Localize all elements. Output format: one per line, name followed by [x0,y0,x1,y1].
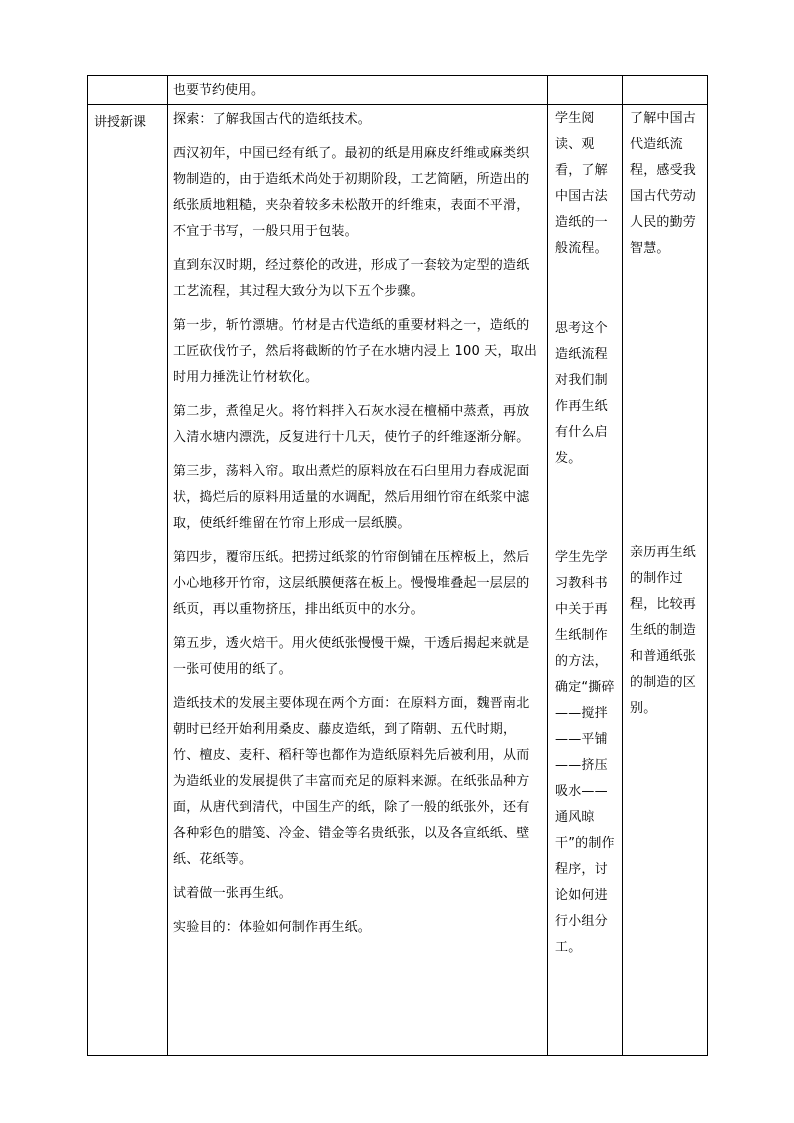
paragraph-step-5: 第五步，透火焙干。用火使纸张慢慢干燥，干透后揭起来就是一张可使用的纸了。 [173,636,530,677]
activity-note-think: 思考这个造纸流程对我们制作再生纸有什么启发。 [555,321,608,466]
intent-note-understand: 了解中国古代造纸流程，感受我国古代劳动人民的勤劳智慧。 [630,111,697,256]
teaching-content [168,105,547,941]
table-row-continuation [88,76,708,105]
paragraph-step-2: 第二步，煮徨足火。将竹料拌入石灰水浸在檀桶中蒸煮，再放入清水塘内漂洗，反复进行十几天，使竹子的纤维逐渐分解。 [173,404,530,445]
paragraph-step-1: 第一步，斩竹漂塘。竹材是古代造纸的重要材料之一，造纸的工匠砍伐竹子，然后将截断的竹子在水塘内浸上 100 天，取出时用力捶洗让竹材软化。 [173,318,538,385]
spacer [555,472,619,545]
paragraph-development: 造纸技术的发展主要体现在两个方面：在原料方面，魏晋南北朝时已经开始利用桑皮、藤皮造纸，到了隋朝、五代时期，竹、檀皮、麦秆、稻秆等也都作为造纸原料先后被利用，从而为造纸业的发展提供了丰富而充足的原料来源。在纸张品种方面，从唐代到清代，中国生产的纸，除了一般的纸张外，还有各种彩色的腊笺、冷金、错金等名贵纸张，以及各宣纸纸、壁纸、花纸等。 [173,696,530,867]
paragraph-explore: 探索：了解我国古代的造纸技术。 [173,112,372,127]
student-activity [548,105,622,961]
paragraph-step-4: 第四步，覆帘压纸。把捞过纸浆的竹帘倒铺在压榨板上，然后小心地移开竹帘，这层纸膜便落在板上。慢慢堆叠起一层层的纸页，再以重物挤压，排出纸页中的水分。 [173,550,530,617]
student-activity-cell [548,105,623,1056]
continuation-text: 也要节约使用。 [173,83,265,98]
paragraph-cai-lun: 直到东汉时期，经过蔡伦的改进，形成了一套较为定型的造纸工艺流程，其过程大致分为以下五个步骤。 [173,258,530,299]
teaching-content-cell [168,105,548,1056]
design-intent [623,105,707,722]
content-cell-continuation [168,76,548,105]
activity-note-study: 学生先学习教科书中关于再生纸制作的方法，确定“撕碎——搅拌——平铺——挤压吸水——通风晾干”的制作程序，讨论如何进行小组分工。 [555,550,615,955]
paragraph-step-3: 第三步，荡料入帘。取出煮烂的原料放在石臼里用力舂成泥面状，捣烂后的原料用适量的水调配，然后用细竹帘在纸浆中滤取，使纸纤维留在竹帘上形成一层纸膜。 [173,464,530,531]
activity-cell-empty [548,76,623,105]
paragraph-western-han: 西汉初年，中国已经有纸了。最初的纸是用麻皮纤维或麻类织物制造的，由于造纸术尚处于初期阶段，工艺简陋，所造出的纸张质地粗糙，夹杂着较多未松散开的纤维束，表面不平滑，不宜于书写，一般只用于包装。 [173,146,530,239]
intent-note-experience: 亲历再生纸的制作过程，比较再生纸的制造和普通纸张的制造的区别。 [630,545,697,716]
paragraph-try-recycled-paper: 试着做一张再生纸。 [173,886,292,901]
stage-label: 讲授新课 [94,115,147,130]
lesson-plan-table [87,75,708,1056]
paragraph-experiment-purpose: 实验目的：体验如何制作再生纸。 [173,920,372,935]
design-intent-cell [623,105,708,1056]
activity-note-read: 学生阅读、观看，了解中国古法造纸的一般流程。 [555,111,608,256]
intent-cell-empty [623,76,708,105]
stage-label-cell [88,105,168,1056]
label-cell-empty [88,76,168,105]
table-row-new-lesson [88,105,708,1056]
spacer [555,262,619,316]
spacer [630,262,704,540]
